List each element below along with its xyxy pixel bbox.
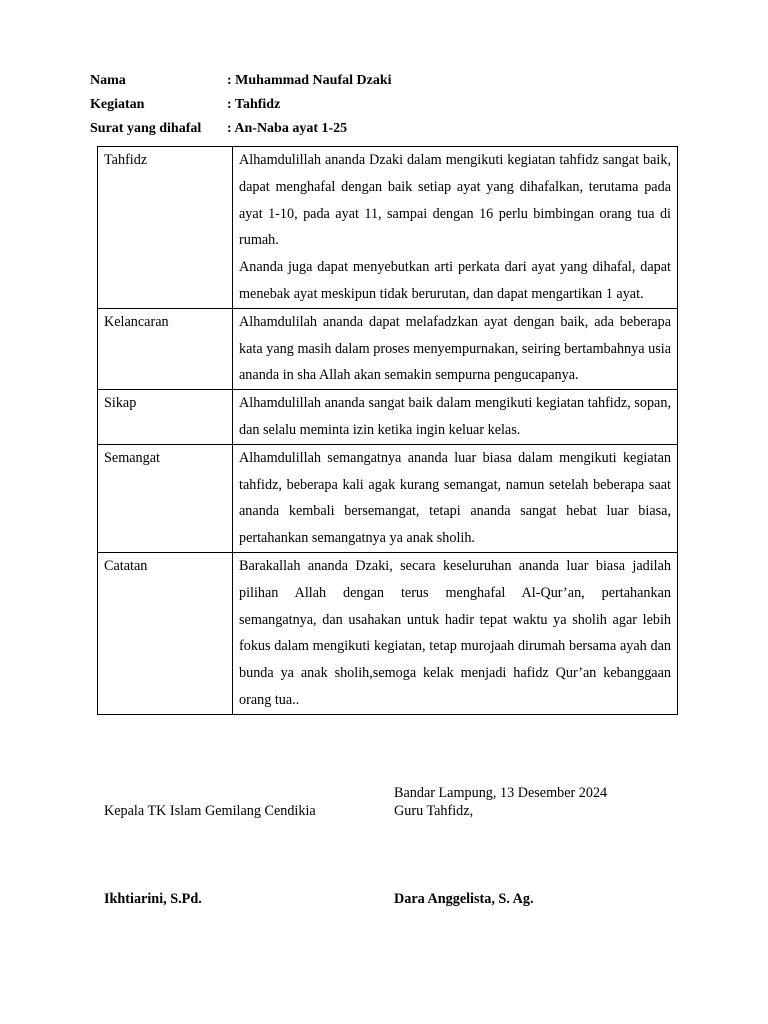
- info-value: : Muhammad Naufal Dzaki: [227, 73, 392, 88]
- description-paragraph: Ananda juga dapat menyebutkan arti perkata dari ayat yang dihafal, dapat menebak ayat meskipun tidak berurutan, dan dapat mengartikan 1 ayat.: [239, 259, 671, 302]
- description-paragraph: Alhamdulillah ananda Dzaki dalam mengikuti kegiatan tahfidz sangat baik, dapat menghafal dengan baik setiap ayat yang dihafalkan, terutama pada ayat 1-10, pada ayat 11, sampai dengan 16 perlu bimbingan orang tua di rumah.: [239, 152, 671, 249]
- info-label: Nama: [90, 73, 126, 88]
- description-cell: [233, 147, 678, 309]
- description-cell: [233, 308, 678, 389]
- place-date: Bandar Lampung, 13 Desember 2024: [394, 785, 608, 801]
- evaluation-table: [97, 146, 678, 715]
- description-cell: [233, 444, 678, 552]
- info-value: : An-Naba ayat 1-25: [227, 121, 348, 136]
- table-row: [98, 308, 678, 389]
- description-paragraph: Barakallah ananda Dzaki, secara keseluruhan ananda luar biasa jadilah pilihan Allah dengan terus menghafal Al-Qur’an, pertahankan semangatnya, dan usahakan untuk hadir tepat waktu ya sholih agar lebih fokus dalam mengikuti kegiatan, tetap murojaah dirumah bersama ayah dan bunda ya anak sholih,semoga kelak menjadi hafidz Qur’an kebanggaan orang tua..: [239, 557, 671, 708]
- description-cell: [233, 552, 678, 714]
- principal-name: Ikhtiarini, S.Pd.: [104, 891, 202, 907]
- table-row: [98, 390, 678, 445]
- description-paragraph: Alhamdulilah ananda dapat melafadzkan ayat dengan baik, ada beberapa kata yang masih dalam proses menyempurnakan, seiring bertambahnya usia ananda in sha Allah akan semakin sempurna pengucapanya.: [239, 313, 671, 384]
- teacher-name: Dara Anggelista, S. Ag.: [394, 891, 534, 907]
- table-row: [98, 552, 678, 714]
- info-label: Kegiatan: [90, 97, 145, 112]
- aspect-cell: Semangat: [98, 444, 233, 552]
- info-value: : Tahfidz: [227, 97, 281, 112]
- description-paragraph: Alhamdulillah ananda sangat baik dalam mengikuti kegiatan tahfidz, sopan, dan selalu meminta izin ketika ingin keluar kelas.: [239, 395, 671, 438]
- table-row: [98, 147, 678, 309]
- aspect-cell: Kelancaran: [98, 308, 233, 389]
- teacher-title: Guru Tahfidz,: [394, 803, 474, 819]
- aspect-cell: Tahfidz: [98, 147, 233, 309]
- principal-title: Kepala TK Islam Gemilang Cendikia: [104, 803, 316, 819]
- description-paragraph: Alhamdulillah semangatnya ananda luar biasa dalam mengikuti kegiatan tahfidz, beberapa kali agak kurang semangat, namun setelah beberapa saat ananda kembali bersemangat, tetapi ananda sangat hebat luar biasa, pertahankan semangatnya ya anak sholih.: [239, 449, 671, 547]
- aspect-cell: Catatan: [98, 552, 233, 714]
- info-label: Surat yang dihafal: [90, 121, 202, 136]
- aspect-cell: Sikap: [98, 390, 233, 445]
- description-cell: [233, 390, 678, 445]
- table-row: [98, 444, 678, 552]
